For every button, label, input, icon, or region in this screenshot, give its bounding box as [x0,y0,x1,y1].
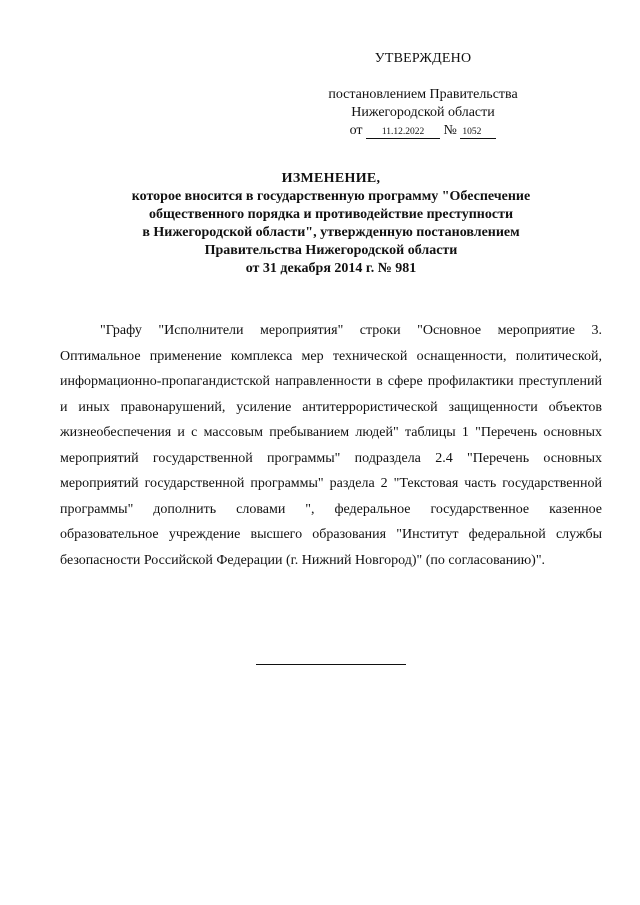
approval-number: 1052 [460,126,496,139]
from-label: от [349,123,363,138]
document-title [60,170,602,278]
title-line-3: в Нижегородской области", утвержденную постановлением [142,225,520,240]
number-label: № [443,123,457,138]
body-paragraph: "Графу "Исполнители мероприятия" строки "Основное мероприятие 3. Оптимальное применение комплекса мер технической оснащенности, политической, информационно-пропагандистской направленности в сфере профилактики преступлений и иных правонарушений, усиление антитеррористической защищенности объектов жизнеобеспечения и с массовым пребыванием людей" таблицы 1 "Перечень основных мероприятий государственной программы" подраздела 2.4 "Перечень основных мероприятий государственной программы" раздела 2 "Текстовая часть государственной программы" дополнить словами ", федеральное государственное казенное образовательное учреждение высшего образования "Институт федеральной службы безопасности Российской Федерации (г. Нижний Новгород)" (по согласованию)". [60,323,602,568]
approval-heading: УТВЕРЖДЕНО [374,51,472,66]
approval-date-line [318,122,528,140]
approval-block [318,50,528,140]
approval-line-1: постановлением Правительства [328,87,518,102]
end-divider [256,664,406,665]
approval-date: 11.12.2022 [366,126,440,139]
title-line-5: от 31 декабря 2014 г. № 981 [245,261,417,276]
title-main: ИЗМЕНЕНИЕ, [281,171,381,186]
approval-line-2: Нижегородской области [351,105,495,120]
title-line-4: Правительства Нижегородской области [204,243,458,258]
title-line-2: общественного порядка и противодействие преступности [148,207,514,222]
title-line-1: которое вносится в государственную программу "Обеспечение [131,189,531,204]
